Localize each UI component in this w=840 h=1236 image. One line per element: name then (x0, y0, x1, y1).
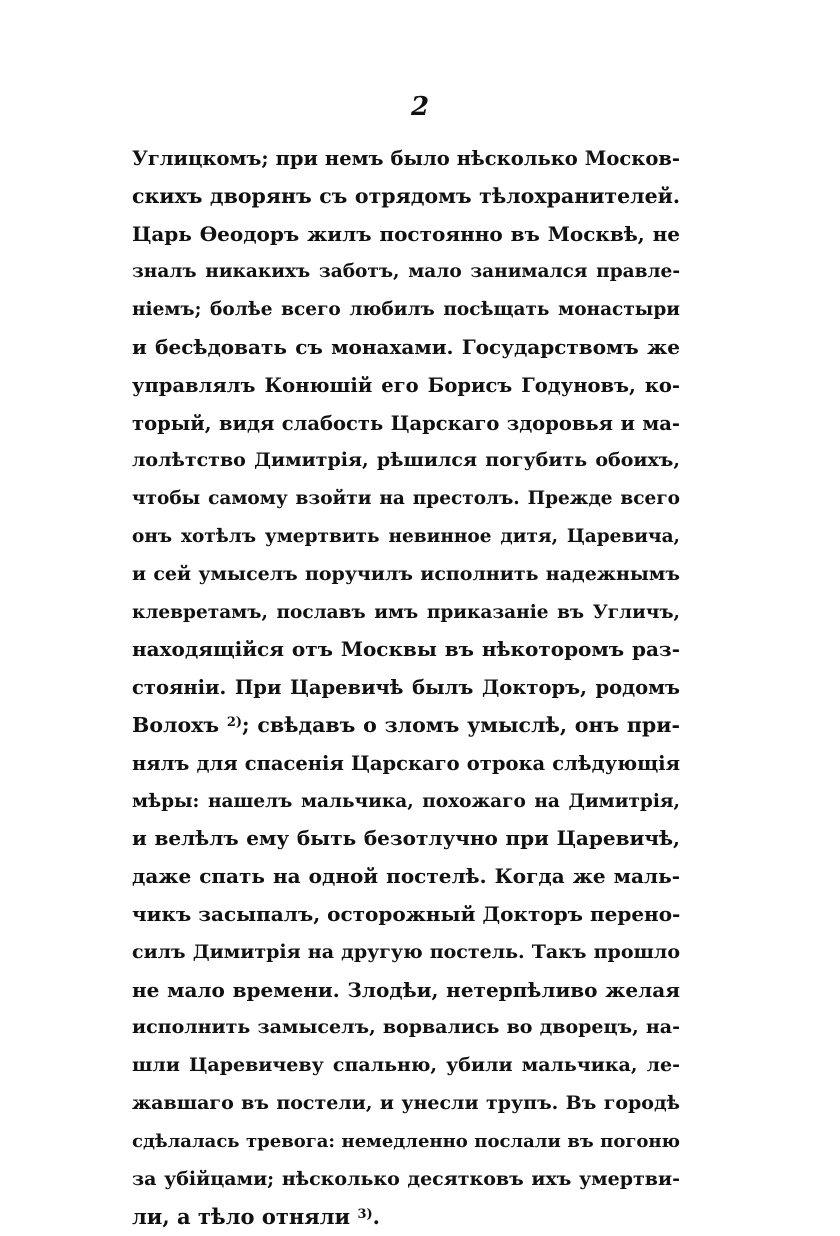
text-line-8: торый, видя слабость Царскаго здоровья и ма- (132, 411, 680, 435)
text-line-10: чтобы самому взойти на престолъ. Прежде всего (132, 488, 680, 510)
text-line-12: и сей умыселъ поручилъ исполнить надежнымъ (132, 562, 680, 585)
text-line-28: за убійцами; нѣсколько десятковъ ихъ умертви- (132, 1167, 680, 1190)
text-line-26: жавшаго въ постели, и унесли трупъ. Въ городѣ (132, 1091, 680, 1114)
text-line-25: шли Царевичеву спальню, убили мальчика, ле- (132, 1054, 680, 1077)
text-line-29 (132, 1198, 680, 1236)
text-line-9: лолѣтство Димитрія, рѣшился погубить обоихъ, (132, 449, 680, 472)
text-line-18: мѣры: нашелъ мальчика, похожаго на Димитрія, (132, 790, 680, 812)
text-line-3: Царь Ѳеодоръ жилъ постоянно въ Москвѣ, не (132, 221, 680, 246)
text-line-19: и велѣлъ ему быть безотлучно при Царевичѣ, (132, 826, 680, 851)
page-number: 2 (410, 92, 430, 122)
footnote-ref-2: 2) (226, 714, 243, 730)
text-line-21: чикъ засыпалъ, осторожный Докторъ перено- (132, 901, 680, 926)
text-line-20: даже спать на одной постелѣ. Когда же маль- (132, 864, 680, 889)
text-line-16 (132, 707, 680, 745)
text-line-4: зналъ никакихъ заботъ, мало занимался правле- (132, 261, 680, 283)
body-text (132, 140, 680, 1236)
footnote-ref-3: 3) (357, 1207, 373, 1223)
text-line-15: стояніи. При Царевичѣ былъ Докторъ, родомъ (132, 676, 680, 700)
text-line-23: не мало времени. Злодѣи, нетерпѣливо желая (132, 977, 680, 1002)
text-line-16-end: ; свѣдавъ о зломъ умыслѣ, онъ при- (242, 712, 680, 737)
text-line-6: и бесѣдовать съ монахами. Государствомъ же (132, 334, 680, 359)
text-line-17: нялъ для спасенія Царскаго отрока слѣдующія (132, 751, 680, 775)
text-line-11: онъ хотѣлъ умертвить невинное дитя, Царевича, (132, 525, 680, 547)
text-line-16-start: Волохъ (132, 712, 220, 737)
text-line-29-end: . (372, 1204, 380, 1230)
text-line-2: скихъ дворянъ съ отрядомъ тѣлохранителей. (132, 183, 680, 208)
text-line-29-start: ли, а тѣло отняли (132, 1204, 351, 1230)
text-line-1: Углицкомъ; при немъ было нѣсколько Москов- (132, 147, 680, 170)
text-line-22: силъ Димитрія на другую постель. Такъ прошло (132, 940, 680, 963)
text-line-13: клевретамъ, пославъ имъ приказаніе въ Угличъ, (132, 601, 680, 623)
text-line-27: сдѣлалась тревога: немедленно послали въ погоню (132, 1130, 680, 1152)
text-line-14: находящійся отъ Москвы въ нѣкоторомъ раз- (132, 637, 680, 662)
text-line-7: управлялъ Конюшій его Борисъ Годуновъ, ко- (132, 373, 680, 397)
text-line-5: ніемъ; болѣе всего любилъ посѣщать монастыри (132, 299, 680, 321)
text-line-24: исполнить замыселъ, ворвались во дворецъ, на- (132, 1016, 680, 1039)
